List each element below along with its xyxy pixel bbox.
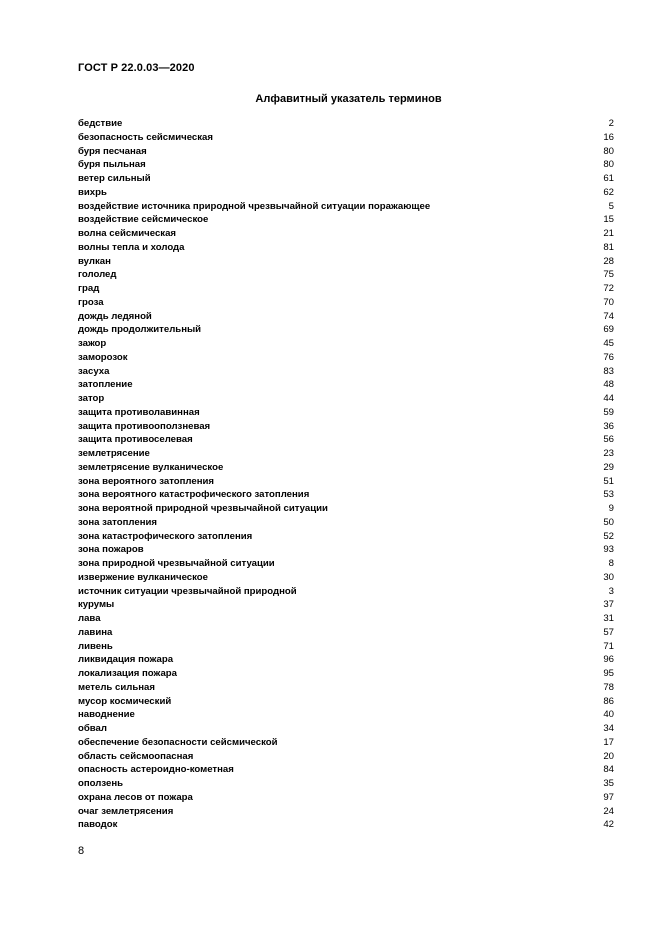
index-entry <box>78 310 614 324</box>
index-term: волны тепла и холода <box>78 241 185 253</box>
index-page-ref: 61 <box>603 173 614 184</box>
index-page-ref: 62 <box>603 186 614 198</box>
index-entry <box>78 626 614 640</box>
index-page-ref: 72 <box>603 283 614 294</box>
index-term: метель сильная <box>78 681 155 693</box>
term-index-list <box>78 117 614 832</box>
index-term: зона затопления <box>78 516 157 528</box>
index-page-ref: 78 <box>603 681 614 693</box>
index-page-ref: 15 <box>603 214 614 226</box>
index-page-ref: 52 <box>603 530 614 542</box>
index-page-ref: 29 <box>603 461 614 473</box>
index-entry <box>78 667 614 681</box>
index-page-ref: 57 <box>603 626 614 638</box>
index-term: опасность астероидно-кометная <box>78 764 234 776</box>
index-term: источник ситуации чрезвычайной природной <box>78 585 297 597</box>
index-entry <box>78 213 614 227</box>
index-term: буря песчаная <box>78 145 147 157</box>
index-page-ref: 16 <box>603 131 614 143</box>
index-term: землетрясение вулканическое <box>78 461 224 473</box>
index-term: зона вероятного затопления <box>78 475 215 487</box>
index-entry <box>78 420 614 434</box>
document-code: ГОСТ Р 22.0.03—2020 <box>78 62 195 74</box>
index-entry <box>78 695 614 709</box>
index-entry <box>78 612 614 626</box>
index-term: безопасность сейсмическая <box>78 131 213 143</box>
index-page-ref: 3 <box>608 585 614 597</box>
index-term: заморозок <box>78 351 128 363</box>
index-term: наводнение <box>78 709 135 721</box>
index-entry <box>78 172 614 186</box>
index-page-ref: 96 <box>603 654 614 666</box>
index-term: очаг землетрясения <box>78 805 174 817</box>
index-page-ref: 93 <box>603 544 614 556</box>
index-entry <box>78 750 614 764</box>
index-title: Алфавитный указатель терминов <box>255 93 442 105</box>
index-term: лава <box>78 613 101 624</box>
index-entry <box>78 475 614 489</box>
index-term: охрана лесов от пожара <box>78 791 193 803</box>
index-entry <box>78 323 614 337</box>
index-term: зона катастрофического затопления <box>78 530 253 542</box>
index-term: воздействие источника природной чрезвычайной ситуации поражающее <box>78 200 431 212</box>
index-term: гололед <box>78 269 117 281</box>
index-term: защита противолавинная <box>78 406 200 418</box>
index-entry <box>78 777 614 791</box>
index-term: дождь продолжительный <box>78 324 202 336</box>
index-page-ref: 97 <box>603 791 614 803</box>
index-term: паводок <box>78 819 118 831</box>
index-entry <box>78 461 614 475</box>
index-entry <box>78 200 614 214</box>
index-page-ref: 45 <box>603 338 614 349</box>
index-entry <box>78 255 614 269</box>
index-page-ref: 9 <box>608 503 614 514</box>
index-page-ref: 34 <box>603 723 614 734</box>
index-page-ref: 35 <box>603 778 614 789</box>
index-page-ref: 69 <box>603 324 614 336</box>
index-page-ref: 40 <box>603 709 614 721</box>
index-page-ref: 44 <box>603 393 614 404</box>
index-page-ref: 21 <box>603 228 614 239</box>
index-entry <box>78 722 614 736</box>
index-term: град <box>78 283 100 294</box>
index-page-ref: 23 <box>603 448 614 459</box>
index-term: вихрь <box>78 186 107 198</box>
index-page-ref: 51 <box>603 475 614 487</box>
index-term: зона вероятной природной чрезвычайной ситуации <box>78 503 328 514</box>
index-page-ref: 36 <box>603 420 614 432</box>
index-term: буря пыльная <box>78 159 146 171</box>
index-entry <box>78 571 614 585</box>
index-page-ref: 53 <box>603 489 614 501</box>
index-entry <box>78 268 614 282</box>
index-page-ref: 48 <box>603 379 614 391</box>
index-entry <box>78 351 614 365</box>
index-term: извержение вулканическое <box>78 571 208 583</box>
index-entry <box>78 763 614 777</box>
index-term: воздействие сейсмическое <box>78 214 209 226</box>
index-term: защита противоселевая <box>78 434 193 446</box>
index-page-ref: 81 <box>603 241 614 253</box>
index-page-ref: 42 <box>603 819 614 831</box>
index-entry <box>78 296 614 310</box>
index-page-ref: 37 <box>603 599 614 611</box>
index-entry <box>78 557 614 571</box>
index-term: лавина <box>78 626 113 638</box>
index-entry <box>78 241 614 255</box>
index-entry <box>78 543 614 557</box>
index-page-ref: 59 <box>603 406 614 418</box>
index-page-ref: 86 <box>603 695 614 707</box>
index-term: зона пожаров <box>78 544 144 556</box>
index-term: защита противооползневая <box>78 420 211 432</box>
index-term: курумы <box>78 599 115 611</box>
index-term: волна сейсмическая <box>78 228 177 239</box>
index-entry <box>78 145 614 159</box>
index-page-ref: 75 <box>603 269 614 281</box>
index-entry <box>78 433 614 447</box>
index-page-ref: 70 <box>603 296 614 308</box>
index-page-ref: 80 <box>603 159 614 171</box>
index-entry <box>78 502 614 516</box>
index-page-ref: 5 <box>608 200 614 212</box>
index-entry <box>78 530 614 544</box>
index-entry <box>78 131 614 145</box>
index-page-ref: 50 <box>603 516 614 528</box>
index-entry <box>78 585 614 599</box>
index-entry <box>78 640 614 654</box>
index-page-ref: 74 <box>603 310 614 322</box>
index-term: затор <box>78 393 105 404</box>
index-term: обеспечение безопасности сейсмической <box>78 736 278 748</box>
index-term: дождь ледяной <box>78 310 152 322</box>
index-entry <box>78 378 614 392</box>
index-page-ref: 56 <box>603 434 614 446</box>
index-page-ref: 2 <box>608 118 614 129</box>
index-term: гроза <box>78 296 104 308</box>
index-entry <box>78 681 614 695</box>
index-page-ref: 28 <box>603 255 614 267</box>
index-page-ref: 76 <box>603 351 614 363</box>
index-page-ref: 17 <box>603 736 614 748</box>
index-entry <box>78 447 614 461</box>
index-page-ref: 95 <box>603 668 614 679</box>
index-page-ref: 83 <box>603 365 614 377</box>
index-page-ref: 31 <box>603 613 614 624</box>
index-page-ref: 24 <box>603 805 614 817</box>
index-entry <box>78 365 614 379</box>
index-page-ref: 71 <box>603 640 614 652</box>
index-term: вулкан <box>78 255 111 267</box>
index-entry <box>78 791 614 805</box>
index-entry <box>78 186 614 200</box>
index-term: бедствие <box>78 118 123 129</box>
index-page-ref: 80 <box>603 145 614 157</box>
index-page-ref: 20 <box>603 750 614 762</box>
index-term: область сейсмоопасная <box>78 750 194 762</box>
index-entry <box>78 282 614 296</box>
index-term: затопление <box>78 379 133 391</box>
index-term: мусор космический <box>78 695 172 707</box>
index-entry <box>78 818 614 832</box>
index-entry <box>78 708 614 722</box>
index-entry <box>78 227 614 241</box>
index-term: ветер сильный <box>78 173 151 184</box>
index-entry <box>78 598 614 612</box>
index-term: оползень <box>78 778 124 789</box>
index-entry <box>78 736 614 750</box>
index-page-ref: 84 <box>603 764 614 776</box>
index-entry <box>78 488 614 502</box>
index-term: зона вероятного катастрофического затопления <box>78 489 310 501</box>
index-term: землетрясение <box>78 448 150 459</box>
index-page-ref: 30 <box>603 571 614 583</box>
index-entry <box>78 337 614 351</box>
index-entry <box>78 653 614 667</box>
index-term: ликвидация пожара <box>78 654 174 666</box>
index-page-ref: 8 <box>608 558 614 569</box>
index-term: засуха <box>78 365 110 377</box>
index-term: локализация пожара <box>78 668 177 679</box>
index-entry <box>78 158 614 172</box>
index-entry <box>78 805 614 819</box>
index-entry <box>78 117 614 131</box>
index-term: зажор <box>78 338 107 349</box>
index-entry <box>78 392 614 406</box>
index-entry <box>78 406 614 420</box>
index-term: зона природной чрезвычайной ситуации <box>78 558 275 569</box>
index-term: обвал <box>78 723 107 734</box>
index-entry <box>78 516 614 530</box>
page-number: 8 <box>78 845 85 857</box>
index-term: ливень <box>78 640 113 652</box>
